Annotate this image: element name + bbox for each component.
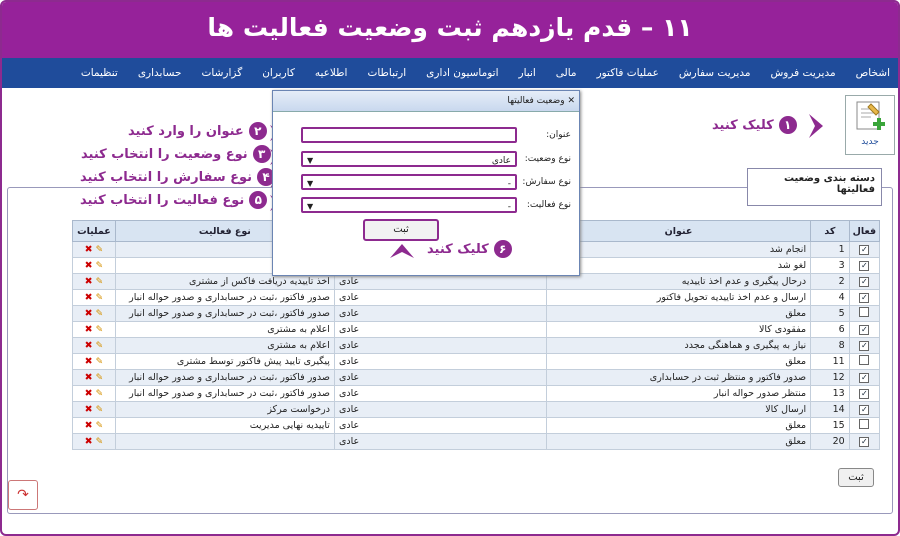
dialog-header [273, 91, 579, 112]
operations-cell [73, 242, 116, 258]
edit-icon[interactable]: ✎ [95, 357, 104, 367]
title-label: عنوان: [546, 130, 571, 140]
table-row [73, 306, 880, 322]
callout-4-text: نوع سفارش را انتخاب کنید [80, 169, 253, 185]
order-label: نوع سفارش: [522, 177, 571, 187]
code-cell: 8 [811, 338, 850, 354]
order-type-cell: عادی [334, 274, 546, 290]
dialog-title: وضعیت فعالیتها [507, 96, 565, 106]
dropdown-arrow-icon: ▼ [307, 202, 314, 211]
activity-type-cell: صدور فاکتور ،ثبت در حسابداری و صدور حواله انبار [115, 290, 334, 306]
status-label: نوع وضعیت: [524, 154, 571, 164]
active-cell [849, 402, 879, 418]
close-icon[interactable]: ✕ [567, 96, 575, 106]
activity-status-dialog [272, 90, 580, 276]
table-row [73, 338, 880, 354]
edit-icon[interactable]: ✎ [95, 421, 104, 431]
activity-type-cell: اعلام به مشتری [115, 338, 334, 354]
delete-icon[interactable]: ✖ [84, 340, 93, 351]
operations-cell [73, 274, 116, 290]
callout-3-number: ۳ [253, 145, 271, 163]
active-cell [849, 290, 879, 306]
active-cell [849, 354, 879, 370]
title-cell: معلق [546, 418, 810, 434]
main-menu [2, 58, 898, 88]
order-type-cell: عادی [334, 386, 546, 402]
order-type-cell: عادی [334, 418, 546, 434]
col-code: کد [811, 221, 850, 242]
callout-2-number: ۲ [249, 122, 267, 140]
delete-icon[interactable]: ✖ [84, 420, 93, 431]
menu-item[interactable]: مدیریت سفارش [678, 67, 751, 79]
field-activity [281, 197, 571, 215]
edit-icon[interactable]: ✎ [95, 293, 104, 303]
menu-item[interactable]: گزارشات [201, 67, 243, 79]
operations-cell [73, 338, 116, 354]
title-cell: درحال پیگیری و عدم اخذ تاییدیه [546, 274, 810, 290]
edit-icon[interactable]: ✎ [95, 325, 104, 335]
active-checkbox[interactable]: ✓ [861, 293, 868, 302]
col-activity-type: نوع فعالیت [115, 221, 334, 242]
active-checkbox[interactable]: ✓ [861, 437, 868, 446]
callout-6 [427, 240, 512, 258]
activity-type-cell: تاییدیه نهایی مدیریت [115, 418, 334, 434]
title-cell: منتظر صدور حواله انبار [546, 386, 810, 402]
code-cell: 14 [811, 402, 850, 418]
title-input[interactable] [301, 127, 517, 143]
activity-type-cell: صدور فاکتور ،ثبت در حسابداری و صدور حواله انبار [115, 370, 334, 386]
delete-icon[interactable]: ✖ [84, 324, 93, 335]
order-type-cell: عادی [334, 370, 546, 386]
code-cell: 3 [811, 258, 850, 274]
activity-type-cell [115, 434, 334, 450]
active-checkbox[interactable]: ✓ [861, 405, 868, 414]
order-type-cell: عادی [334, 290, 546, 306]
edit-icon[interactable]: ✎ [95, 261, 104, 271]
active-checkbox[interactable] [859, 355, 869, 365]
back-button[interactable] [8, 480, 38, 510]
title-cell: انجام شد [546, 242, 810, 258]
active-checkbox[interactable]: ✓ [861, 277, 868, 286]
new-button-label: جدید [861, 137, 879, 147]
tutorial-banner [2, 2, 898, 58]
edit-icon[interactable]: ✎ [95, 405, 104, 415]
table-row [73, 354, 880, 370]
title-cell: معلق [546, 306, 810, 322]
edit-icon[interactable]: ✎ [95, 373, 104, 383]
table-row [73, 322, 880, 338]
new-document-icon [853, 100, 887, 134]
menu-item[interactable]: عملیات فاکتور [596, 67, 659, 79]
delete-icon[interactable]: ✖ [84, 260, 93, 271]
delete-icon[interactable]: ✖ [84, 244, 93, 255]
delete-icon[interactable]: ✖ [84, 276, 93, 287]
menu-item[interactable]: انبار [518, 67, 536, 79]
delete-icon[interactable]: ✖ [84, 356, 93, 367]
title-cell: نیاز به پیگیری و هماهنگی مجدد [546, 338, 810, 354]
code-cell: 15 [811, 418, 850, 434]
table-row [73, 290, 880, 306]
code-cell: 12 [811, 370, 850, 386]
menu-item[interactable]: اطلاعیه [314, 67, 348, 79]
title-cell: ارسال کالا [546, 402, 810, 418]
table-row [73, 370, 880, 386]
active-cell [849, 258, 879, 274]
code-cell: 13 [811, 386, 850, 402]
table-row [73, 434, 880, 450]
edit-icon[interactable]: ✎ [95, 389, 104, 399]
table-row [73, 386, 880, 402]
title-cell: صدور فاکتور و منتظر ثبت در حسابداری [546, 370, 810, 386]
title-cell: معلق [546, 354, 810, 370]
activity-type-cell: درخواست مرکز [115, 402, 334, 418]
activity-select[interactable] [301, 197, 517, 213]
callout-2 [128, 122, 267, 140]
edit-icon[interactable]: ✎ [95, 309, 104, 319]
order-type-cell: عادی [334, 338, 546, 354]
field-status [281, 151, 571, 169]
code-cell: 1 [811, 242, 850, 258]
active-cell [849, 418, 879, 434]
callout-1-chevron-icon [805, 112, 827, 140]
active-checkbox[interactable]: ✓ [861, 341, 868, 350]
title-cell: لغو شد [546, 258, 810, 274]
col-title: عنوان [546, 221, 810, 242]
menu-item[interactable]: تنظیمات [80, 67, 118, 79]
title-cell: معلق [546, 434, 810, 450]
callout-3-text: نوع وضعیت را انتخاب کنید [81, 146, 248, 162]
col-operations: عملیات [73, 221, 116, 242]
operations-cell [73, 386, 116, 402]
active-cell [849, 338, 879, 354]
status-value: عادی [491, 156, 511, 166]
active-cell [849, 386, 879, 402]
edit-icon[interactable]: ✎ [95, 245, 104, 255]
active-checkbox[interactable]: ✓ [861, 325, 868, 334]
operations-cell [73, 322, 116, 338]
activity-type-cell: صدور فاکتور ،ثبت در حسابداری و صدور حواله انبار [115, 306, 334, 322]
callout-1-number: ۱ [779, 116, 797, 134]
callout-4 [80, 168, 275, 186]
menu-item[interactable]: مالی [555, 67, 577, 79]
callout-3 [81, 145, 271, 163]
operations-cell [73, 258, 116, 274]
edit-icon[interactable]: ✎ [95, 341, 104, 351]
code-cell: 6 [811, 322, 850, 338]
field-order [281, 174, 571, 192]
code-cell: 2 [811, 274, 850, 290]
edit-icon[interactable]: ✎ [95, 277, 104, 287]
activity-type-cell: صدور فاکتور ،ثبت در حسابداری و صدور حواله انبار [115, 386, 334, 402]
delete-icon[interactable]: ✖ [84, 308, 93, 319]
activity-type-cell: اخذ تاییدیه دریافت فاکس از مشتری [115, 274, 334, 290]
active-checkbox[interactable] [859, 307, 869, 317]
title-cell: مفقودی کالا [546, 322, 810, 338]
dropdown-arrow-icon: ▼ [307, 156, 314, 165]
delete-icon[interactable]: ✖ [84, 292, 93, 303]
callout-4-number: ۴ [257, 168, 275, 186]
order-type-cell: عادی [334, 322, 546, 338]
activity-label: نوع فعالیت: [526, 200, 571, 210]
code-cell: 11 [811, 354, 850, 370]
order-type-cell: عادی [334, 402, 546, 418]
delete-icon[interactable]: ✖ [84, 436, 93, 447]
menu-item[interactable]: اتوماسیون اداری [426, 67, 499, 79]
operations-cell [73, 306, 116, 322]
menu-item[interactable]: ارتباطات [367, 67, 407, 79]
operations-cell [73, 354, 116, 370]
order-select[interactable] [301, 174, 517, 190]
activity-type-cell: اعلام به مشتری [115, 322, 334, 338]
callout-6-chevron-icon [388, 240, 416, 260]
order-type-cell: عادی [334, 354, 546, 370]
order-type-cell: عادی [334, 434, 546, 450]
grid-save-button[interactable]: ثبت [838, 468, 874, 487]
callout-1 [712, 116, 797, 134]
order-value: - [507, 179, 511, 189]
menu-item[interactable]: مدیریت فروش [770, 67, 836, 79]
new-button[interactable] [845, 95, 895, 155]
active-checkbox[interactable]: ✓ [861, 261, 868, 270]
dropdown-arrow-icon: ▼ [307, 179, 314, 188]
menu-item[interactable]: کاربران [262, 67, 295, 79]
col-active: فعال [849, 221, 879, 242]
code-cell: 5 [811, 306, 850, 322]
edit-icon[interactable]: ✎ [95, 437, 104, 447]
field-title [281, 127, 571, 145]
active-cell [849, 322, 879, 338]
active-checkbox[interactable]: ✓ [861, 373, 868, 382]
panel-label: دسته بندی وضعیت فعالیتها [747, 168, 882, 206]
back-arrow-icon: ↷ [17, 487, 29, 503]
order-type-cell: عادی [334, 306, 546, 322]
banner-title: ۱۱ – قدم یازدهم ثبت وضعیت فعالیت ها [207, 13, 693, 42]
code-cell: 20 [811, 434, 850, 450]
callout-1-text: کلیک کنید [712, 117, 774, 133]
callout-5-text: نوع فعالیت را انتخاب کنید [80, 192, 245, 208]
table-row [73, 402, 880, 418]
callout-6-number: ۶ [494, 240, 512, 258]
menu-item[interactable]: حسابداری [137, 67, 182, 79]
callout-6-text: کلیک کنید [427, 241, 489, 257]
operations-cell [73, 290, 116, 306]
code-cell: 4 [811, 290, 850, 306]
operations-cell [73, 402, 116, 418]
operations-cell [73, 370, 116, 386]
status-select[interactable] [301, 151, 517, 167]
active-cell [849, 242, 879, 258]
delete-icon[interactable]: ✖ [84, 372, 93, 383]
menu-item[interactable]: اشخاص [855, 67, 890, 79]
active-checkbox[interactable]: ✓ [861, 389, 868, 398]
active-checkbox[interactable]: ✓ [861, 245, 868, 254]
active-cell [849, 274, 879, 290]
title-cell: ارسال و عدم اخذ تاییدیه تحویل فاکتور [546, 290, 810, 306]
dialog-submit-button[interactable]: ثبت [363, 219, 439, 241]
activity-value: - [507, 202, 511, 212]
operations-cell [73, 418, 116, 434]
activity-type-cell: پیگیری تایید پیش فاکتور توسط مشتری [115, 354, 334, 370]
delete-icon[interactable]: ✖ [84, 388, 93, 399]
active-cell [849, 434, 879, 450]
active-cell [849, 370, 879, 386]
callout-5-number: ۵ [249, 191, 267, 209]
active-cell [849, 306, 879, 322]
table-row [73, 418, 880, 434]
delete-icon[interactable]: ✖ [84, 404, 93, 415]
callout-2-text: عنوان را وارد کنید [128, 123, 244, 139]
active-checkbox[interactable] [859, 419, 869, 429]
operations-cell [73, 434, 116, 450]
